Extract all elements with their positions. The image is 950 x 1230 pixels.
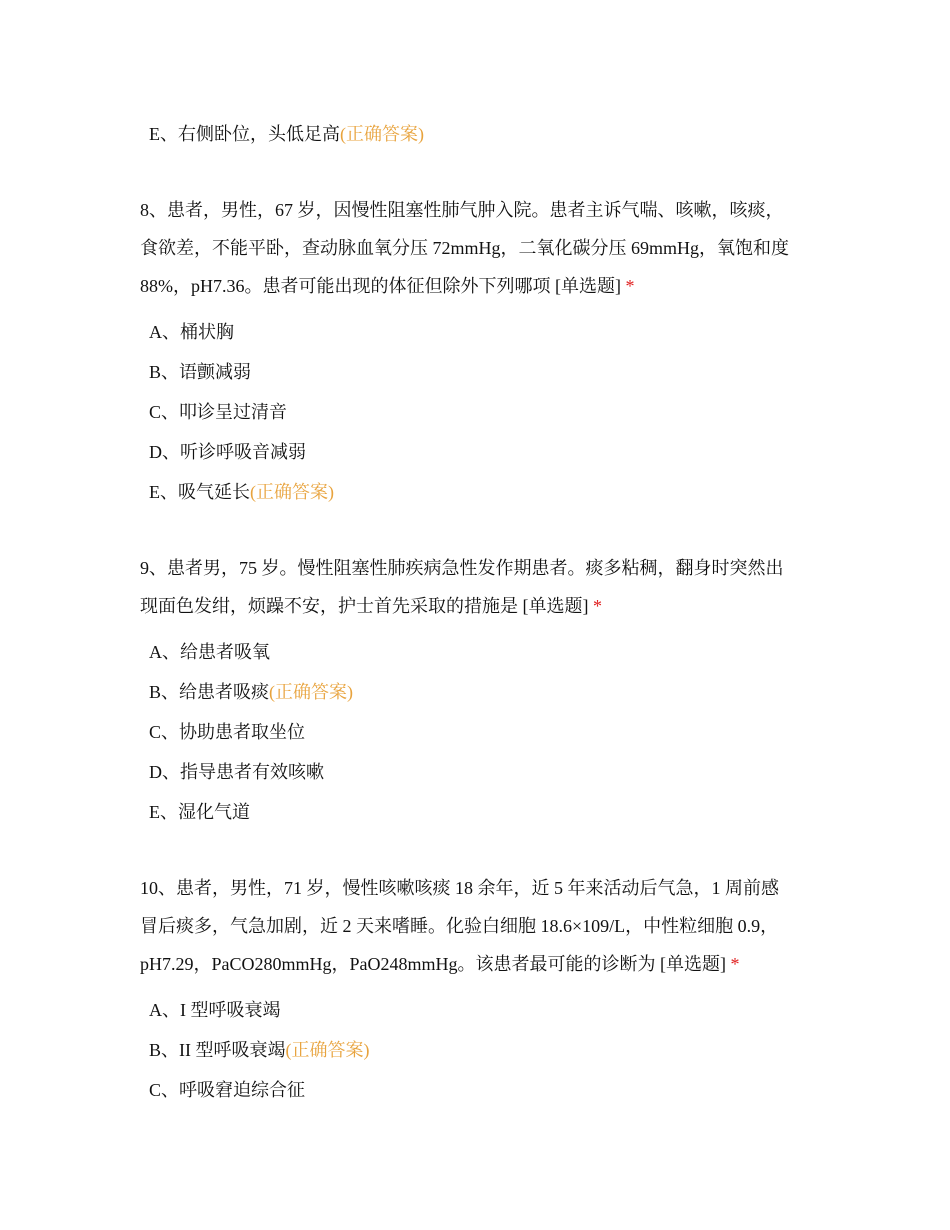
q9-stem-line-1: 9、患者男，75 岁。慢性阻塞性肺疾病急性发作期患者。痰多粘稠，翻身时突然出 (140, 558, 784, 578)
required-mark: * (730, 954, 740, 974)
required-mark: * (625, 276, 635, 296)
q10-option-c[interactable]: C、呼吸窘迫综合征 (149, 1080, 306, 1100)
correct-answer-mark: (正确答案) (340, 124, 424, 144)
q8-option-a[interactable]: A、桶状胸 (149, 322, 234, 342)
required-mark: * (593, 596, 602, 616)
q8-option-d[interactable]: D、听诊呼吸音减弱 (149, 442, 306, 462)
q9-option-d[interactable]: D、指导患者有效咳嗽 (149, 762, 324, 782)
q10-stem-line-2: 冒后痰多，气急加剧，近 2 天来嗜睡。化验白细胞 18.6×109/L，中性粒细胞 0.9， (140, 916, 779, 936)
q7-option-e[interactable] (149, 122, 424, 146)
q8-option-c[interactable]: C、叩诊呈过清音 (149, 402, 288, 422)
option-text: E、右侧卧位，头低足高 (149, 124, 340, 144)
option-text: E、吸气延长 (149, 482, 250, 502)
q8-stem-line-2: 食欲差，不能平卧，查动脉血氧分压 72mmHg，二氧化碳分压 69mmHg，氧饱和度 (140, 238, 789, 258)
q9-stem-line-2 (140, 594, 602, 618)
q8-stem-line-1: 8、患者，男性，67 岁，因慢性阻塞性肺气肿入院。患者主诉气喘、咳嗽，咳痰， (140, 200, 784, 220)
correct-answer-mark: (正确答案) (250, 482, 334, 502)
q9-option-e[interactable]: E、湿化气道 (149, 802, 250, 822)
q10-option-a[interactable]: A、I 型呼吸衰竭 (149, 1000, 281, 1020)
option-text: B、II 型呼吸衰竭 (149, 1040, 286, 1060)
q10-stem-line-3 (140, 952, 740, 976)
q8-stem-line-3 (140, 274, 634, 298)
q10-stem-line-1: 10、患者，男性，71 岁，慢性咳嗽咳痰 18 余年，近 5 年来活动后气急，1 周前感 (140, 878, 779, 898)
correct-answer-mark: (正确答案) (285, 1040, 370, 1060)
q10-stem-text: pH7.29，PaCO280mmHg，PaO248mmHg。该患者最可能的诊断为 [单选题] (140, 954, 726, 974)
q9-option-b[interactable] (149, 680, 353, 704)
correct-answer-mark: (正确答案) (269, 682, 354, 702)
option-text: B、给患者吸痰 (149, 682, 270, 702)
q9-stem-text: 现面色发绀，烦躁不安，护士首先采取的措施是 [单选题] (140, 596, 589, 616)
q8-option-b[interactable]: B、语颤减弱 (149, 362, 252, 382)
q9-option-c[interactable]: C、协助患者取坐位 (149, 722, 306, 742)
q8-option-e[interactable] (149, 480, 334, 504)
q10-option-b[interactable] (149, 1038, 370, 1062)
q8-stem-text: 88%，pH7.36。患者可能出现的体征但除外下列哪项 [单选题] (140, 276, 621, 296)
q9-option-a[interactable]: A、给患者吸氧 (149, 642, 270, 662)
